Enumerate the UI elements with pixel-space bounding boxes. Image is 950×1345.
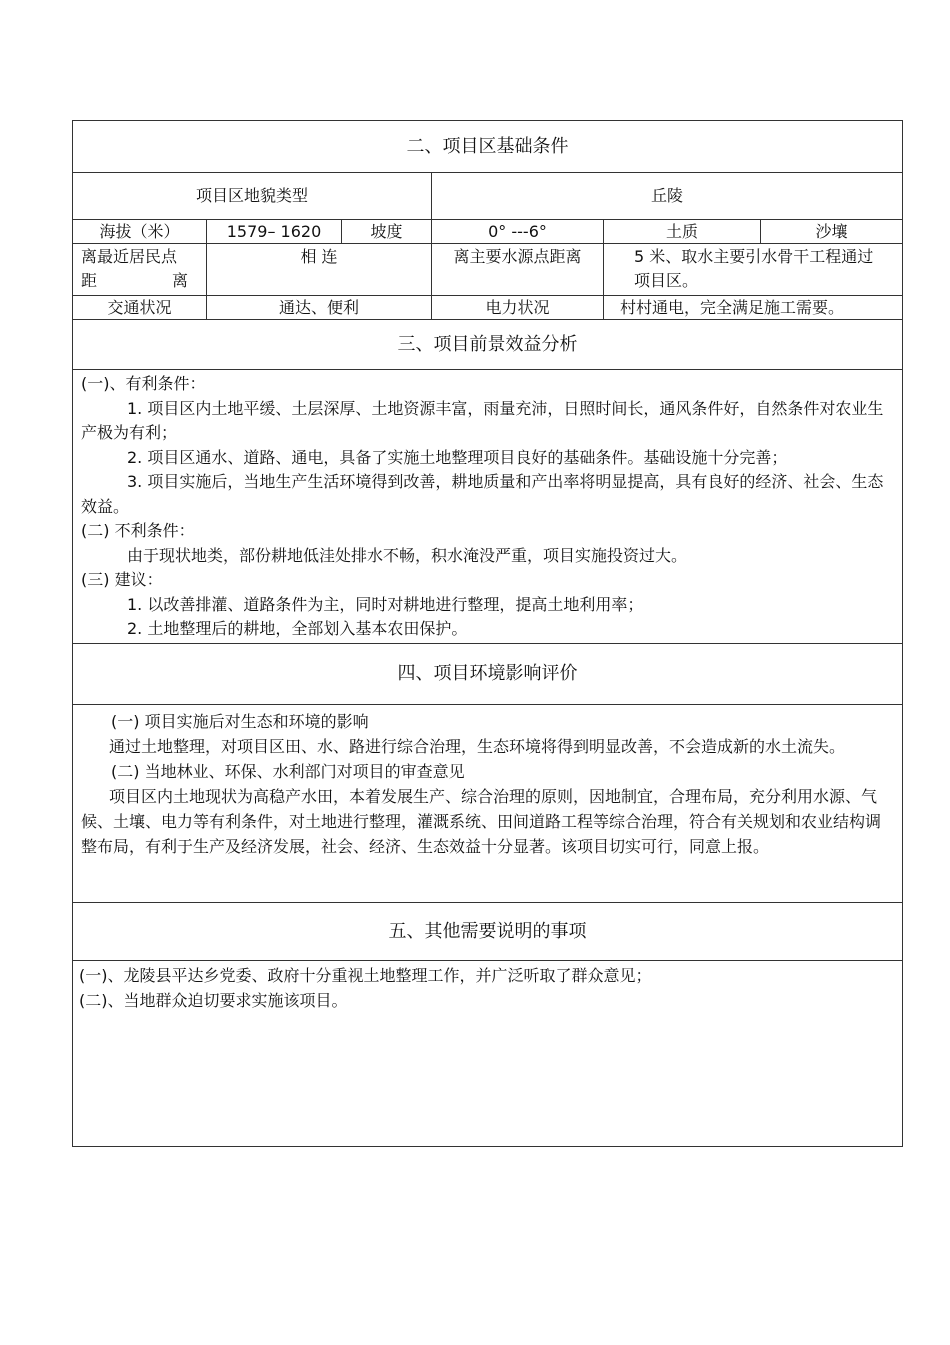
section4-body-row bbox=[73, 704, 902, 902]
residence-label bbox=[73, 244, 206, 295]
distance-row bbox=[73, 243, 902, 295]
project-table bbox=[72, 120, 903, 1147]
section3-body-row bbox=[73, 369, 902, 643]
residence-label-li: 离 bbox=[171, 271, 188, 290]
section3-body bbox=[73, 370, 902, 643]
document-page bbox=[72, 120, 903, 1147]
power-value: 村村通电，完全满足施工需要。 bbox=[603, 296, 902, 319]
residence-label-line1: 离最近居民点 bbox=[81, 247, 178, 266]
section3-title: 三、项目前景效益分析 bbox=[397, 333, 578, 355]
unfavorable-text: 由于现状地类，部份耕地低洼处排水不畅，积水淹没严重，项目实施投资过大。 bbox=[127, 545, 688, 565]
water-value: 5 米、取水主要引水骨干工程通过项目区。 bbox=[603, 244, 902, 295]
slope-label: 坡度 bbox=[341, 220, 431, 243]
altitude-label: 海拔（米） bbox=[99, 221, 180, 241]
section5-body-row bbox=[73, 960, 902, 1146]
favorable-item-3: 3. 项目实施后，当地生产生活环境得到改善，耕地质量和产出率将明显提高，具有良好的经济、社会、生态效益。 bbox=[81, 472, 884, 516]
suggestion-item-1: 1. 以改善排灌、道路条件为主，同时对耕地进行整理，提高土地利用率； bbox=[127, 594, 644, 614]
suggestion-item-2: 2. 土地整理后的耕地，全部划入基本农田保护。 bbox=[127, 619, 468, 638]
section5-body bbox=[73, 961, 902, 1146]
traffic-row bbox=[73, 295, 902, 319]
ecology-heading: (一) 项目实施后对生态和环境的影响 bbox=[111, 712, 369, 731]
altitude-row bbox=[73, 219, 902, 243]
altitude-value: 1579– 1620 bbox=[206, 220, 341, 243]
other-item-2: (二)、当地群众迫切要求实施该项目。 bbox=[79, 990, 348, 1010]
landform-value: 丘陵 bbox=[431, 173, 902, 219]
favorable-item-2: 2. 项目区通水、道路、通电，具备了实施土地整理项目良好的基础条件。基础设施十分完善； bbox=[127, 447, 788, 467]
residence-value: 相 连 bbox=[206, 244, 431, 295]
section4-title-row bbox=[73, 643, 902, 704]
suggestion-heading: (三) 建议： bbox=[81, 570, 163, 589]
landform-label: 项目区地貌类型 bbox=[195, 186, 308, 205]
traffic-label: 交通状况 bbox=[107, 297, 172, 317]
section2-title: 二、项目区基础条件 bbox=[406, 135, 569, 157]
traffic-value: 通达、便利 bbox=[206, 296, 431, 319]
favorable-heading: (一)、有利条件： bbox=[81, 374, 206, 393]
residence-label-ju: 距 bbox=[81, 271, 98, 290]
favorable-item-1: 1. 项目区内土地平缓、土层深厚、土地资源丰富，雨量充沛，日照时间长，通风条件好，自然条件对农业生产极为有利； bbox=[81, 398, 884, 442]
section5-title: 五、其他需要说明的事项 bbox=[388, 920, 587, 942]
section5-title-row bbox=[73, 902, 902, 960]
water-label: 离主要水源点距离 bbox=[431, 244, 603, 295]
review-text: 项目区内土地现状为高稳产水田，本着发展生产、综合治理的原则，因地制宜，合理布局，充分利用水源、气候、土壤、电力等有利条件，对土地进行整理，灌溉系统、田间道路工程等综合治理，符合有关规划和农业结构调整布局，有利于生产及经济发展，社会、经济、生态效益十分显著。该项目切实可行，同意上报。 bbox=[81, 787, 882, 856]
unfavorable-heading: (二) 不利条件： bbox=[81, 521, 195, 540]
section2-title-row bbox=[73, 121, 902, 172]
review-heading: (二) 当地林业、环保、水利部门对项目的审查意见 bbox=[111, 762, 465, 781]
other-item-1: (一)、龙陵县平达乡党委、政府十分重视土地整理工作，并广泛听取了群众意见； bbox=[79, 966, 652, 985]
residence-label-line2 bbox=[81, 269, 198, 293]
soil-value: 沙壤 bbox=[760, 220, 902, 243]
power-label: 电力状况 bbox=[431, 296, 603, 319]
section3-title-row bbox=[73, 319, 902, 369]
slope-value: 0° ---6° bbox=[431, 220, 603, 243]
soil-label: 土质 bbox=[603, 220, 760, 243]
ecology-text: 通过土地整理，对项目区田、水、路进行综合治理，生态环境将得到明显改善，不会造成新的水土流失。 bbox=[109, 737, 846, 756]
landform-row bbox=[73, 172, 902, 219]
section4-body bbox=[73, 705, 902, 902]
section4-title: 四、项目环境影响评价 bbox=[397, 663, 578, 684]
